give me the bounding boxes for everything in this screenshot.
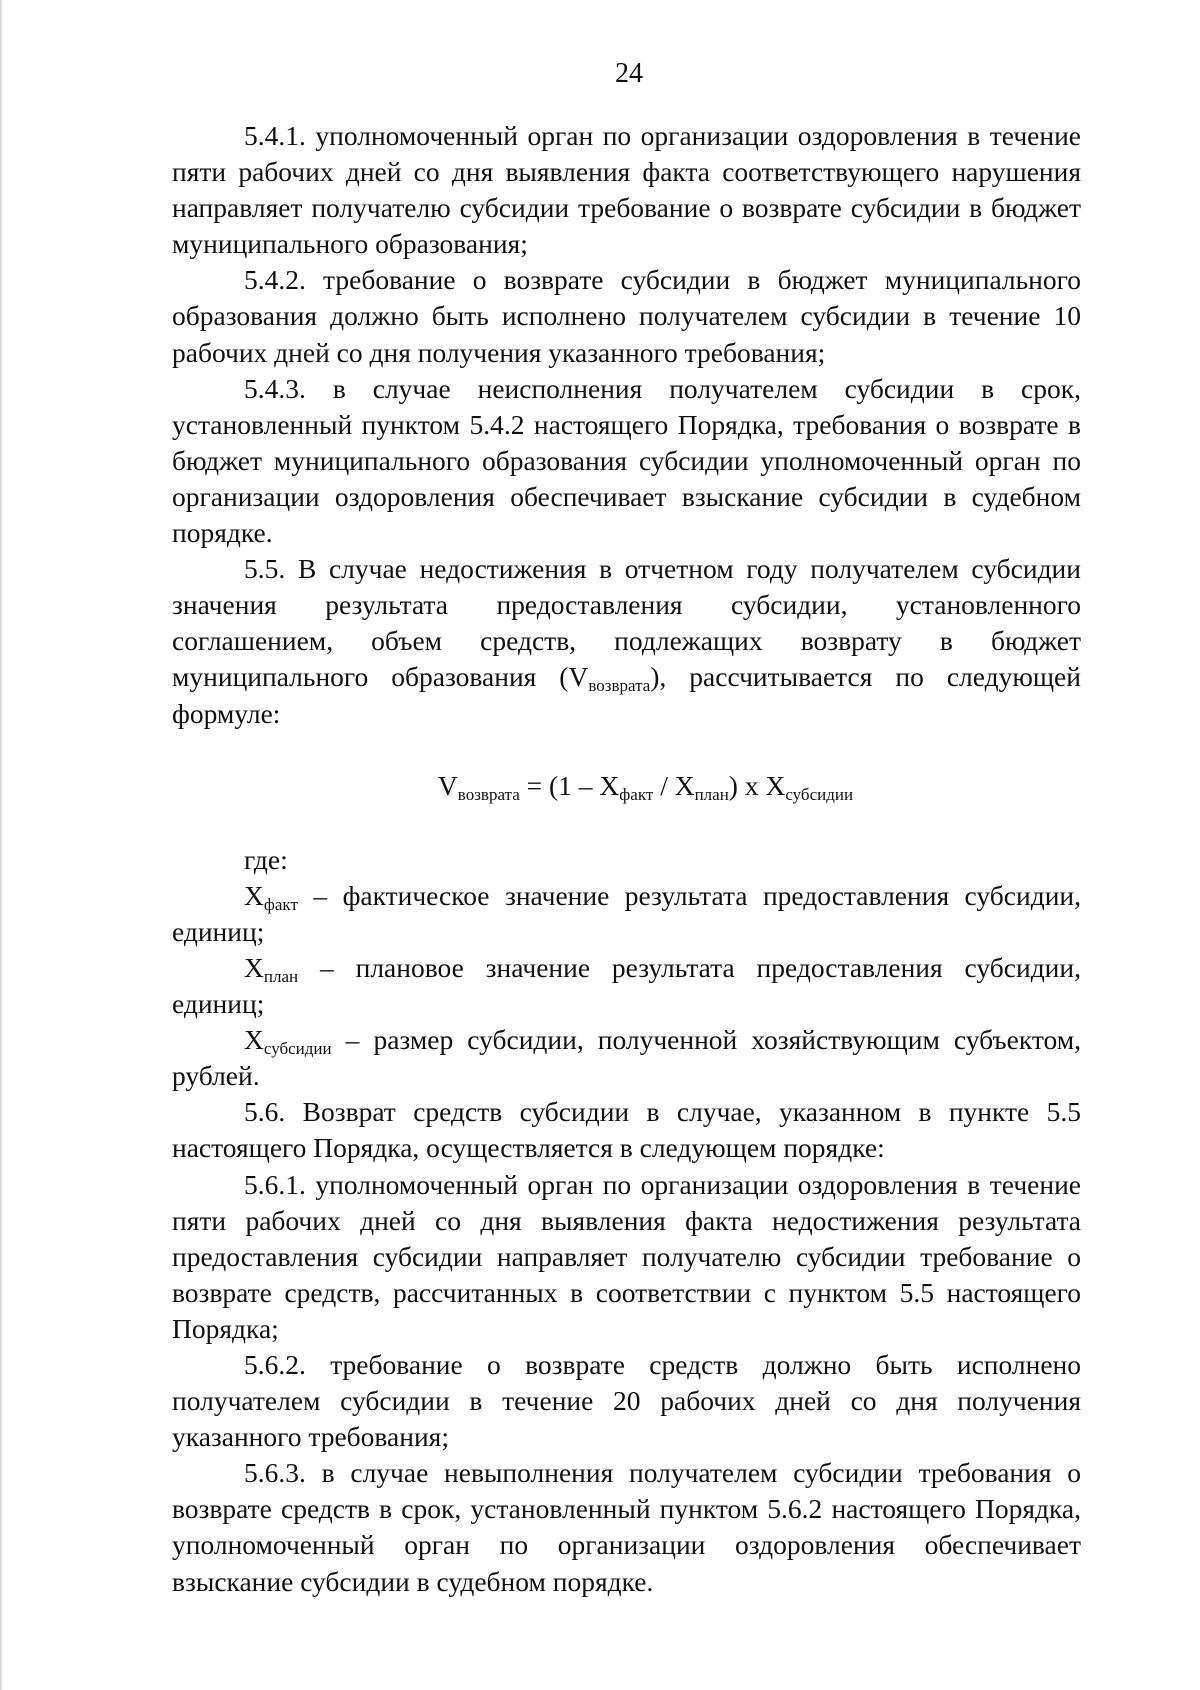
definition-subscript: факт bbox=[263, 894, 298, 914]
paragraph-5-4-2: 5.4.2. требование о возврате субсидии в бюджет муниципального образования должно быть исполнено получателем субсидии в течение 10 рабочих дней со дня получения указанного требования; bbox=[172, 264, 1081, 368]
where-label: где: bbox=[244, 843, 288, 875]
definition-text: – размер субсидии, полученной хозяйствующим субъектом, рублей. bbox=[172, 1024, 1081, 1092]
formula-plan-subscript: план bbox=[694, 784, 729, 804]
paragraph-5-4-1: 5.4.1. уполномоченный орган по организации оздоровления в течение пяти рабочих дней со дня выявления факта соответствующего нарушения направляет получателю субсидии требование о возврате субсидии в бюджет муниципального образования; bbox=[172, 120, 1081, 260]
scan-edge bbox=[0, 0, 3, 1690]
definition-x-plan bbox=[172, 950, 1081, 1022]
paragraph-5-6-1: 5.6.1. уполномоченный орган по организации оздоровления в течение пяти рабочих дней со дня выявления факта недостижения результата предоставления субсидии направляет получателю субсидии требование о возврате средств, рассчитанных в соответствии с пунктом 5.5 настоящего Порядка; bbox=[172, 1168, 1081, 1344]
definition-symbol: X bbox=[244, 951, 264, 983]
formula-eq-open: = (1 – X bbox=[519, 769, 620, 801]
definition-x-fact bbox=[172, 878, 1081, 950]
definition-text: – фактическое значение результата предоставления субсидии, единиц; bbox=[172, 879, 1081, 947]
paragraph-5-5-text-start: 5.5. В случае недостижения в отчетном году получателем субсидии значения результата предоставления субсидии, установленного соглашением, объем средств, подлежащих возврату в бюджет муниципального образования (V bbox=[172, 553, 1081, 693]
formula-subsidy-subscript: субсидии bbox=[785, 784, 854, 804]
page-number: 24 bbox=[615, 58, 643, 89]
v-return-subscript: возврата bbox=[588, 676, 651, 696]
formula-v: V bbox=[437, 769, 458, 801]
definition-subscript: субсидии bbox=[263, 1039, 332, 1059]
definition-text: – плановое значение результата предоставления субсидии, единиц; bbox=[172, 951, 1081, 1020]
definition-symbol: X bbox=[244, 879, 264, 911]
formula-slash: / X bbox=[653, 769, 695, 801]
paragraph-5-4-3: 5.4.3. в случае неисполнения получателем субсидии в срок, установленный пунктом 5.4.2 настоящего Порядка, требования о возврате в бюджет муниципального образования субсидии уполномоченный орган по организации оздоровления обеспечивает взыскание субсидии в судебном порядке. bbox=[172, 372, 1081, 549]
paragraph-5-6-3: 5.6.3. в случае невыполнения получателем субсидии требования о возврате средств в срок, установленный пунктом 5.6.2 настоящего Порядка, уполномоченный орган по организации оздоровления обеспечивает взыскание субсидии в судебном порядке. bbox=[172, 1457, 1081, 1597]
formula-fact-subscript: факт bbox=[619, 784, 654, 804]
formula-v-subscript: возврата bbox=[457, 784, 520, 804]
paragraph-5-5 bbox=[172, 551, 1081, 731]
paragraph-5-6-2: 5.6.2. требование о возврате средств должно быть исполнено получателем субсидии в течение 20 рабочих дней со дня получения указанного требования; bbox=[172, 1349, 1081, 1453]
definition-x-subsidy bbox=[172, 1022, 1081, 1094]
definition-subscript: план bbox=[263, 966, 299, 986]
definition-symbol: X bbox=[244, 1024, 264, 1056]
paragraph-5-6: 5.6. Возврат средств субсидии в случае, указанном в пункте 5.5 настоящего Порядка, осуществляется в следующем порядке: bbox=[172, 1096, 1081, 1164]
return-formula bbox=[172, 768, 1081, 804]
document-body bbox=[172, 118, 1081, 1600]
paragraph-5-5-text-end: ), рассчитывается по следующей формуле: bbox=[172, 661, 1081, 729]
formula-mult: ) х X bbox=[728, 769, 786, 801]
